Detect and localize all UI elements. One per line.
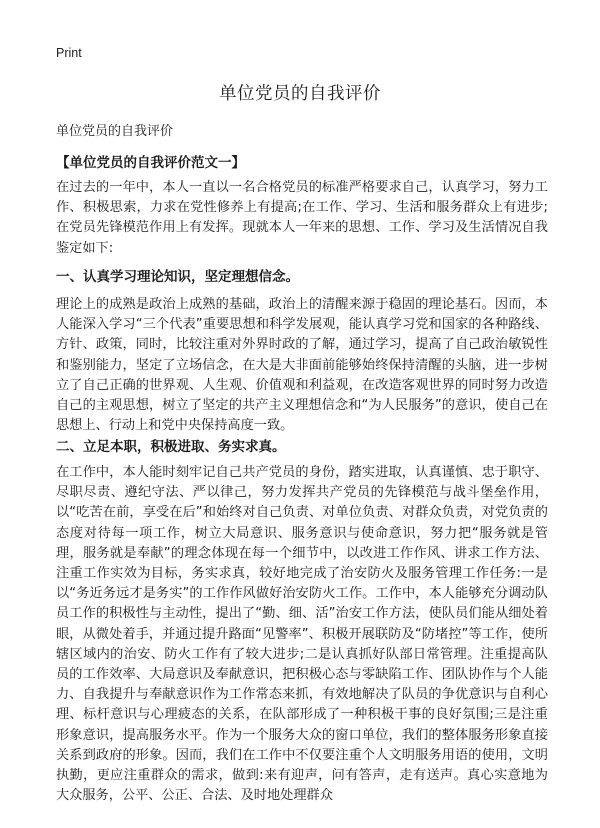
work-paragraph: 在工作中，本人能时刻牢记自己共产党员的身份，踏实进取，认真谨慎、忠于职守、尽职尽责、遵纪守法、严以律己，努力发挥共产党员的先锋模范与战斗堡垒作用，以“吃苦在前，享受在后”和始终对自己负责、对单位负责、对群众负责，对党负责的态度对待每一项工作，树立大局意识、服务意识与使命意识，努力把“服务就是管理，服务就是奉献”的理念体现在每一个细节中，以改进工作作风、讲求工作方法、注重工作实效为目标，务实求真，较好地完成了治安防火及服务管理工作任务:一是以“务近务远才是务实”的工作作风做好治安防火工作。工作中，本人能够充分调动队员工作的积极性与主动性，提出了“勤、细、活”治安工作方法，使队员们能从细处着眼，从微处着手，并通过提升路面“见警率”、积极开展联防及“防堵控”等工作，使所辖区域内的治安、防火工作有了较大进步;二是认真抓好队部日常管理。注重提高队员的工作效率、大局意识及奉献意识，把积极心态与零缺陷工作、团队协作与个人能力、自我提升与奉献意识作为工作常态来抓，有效地解决了队员的争优意识与自利心理、标杆意识与心理疲态的关系，在队部形成了一种积极干事的良好氛围;三是注重形象意识，提高服务水平。作为一个服务大众的窗口单位，我们的整体服务形象直接关系到政府的形象。因而，我们在工作中不仅要注重个人文明服务用语的使用，文明执勤，更应注重群众的需求，做到:来有迎声，问有答声，走有送声。真心实意地为大众服务，公平、公正、合法、及时地处理群众 (56, 465, 548, 804)
section-heading-work: 二、立足本职，积极进取、务实求真。 (56, 439, 286, 455)
document-subtitle: 单位党员的自我评价 (56, 124, 174, 139)
section-heading-theory: 一、认真学习理论知识，坚定理想信念。 (56, 269, 299, 285)
print-link[interactable]: Print (56, 46, 82, 60)
theory-paragraph: 理论上的成熟是政治上成熟的基础，政治上的清醒来源于稳固的理论基石。因而，本人能深入学习“三个代表”重要思想和科学发展观，能认真学习党和国家的各种路线、方针、政策，同时，比较注重对外界时政的了解，通过学习，提高了自己政治敏锐性和鉴别能力，坚定了立场信念，在大是大非面前能够始终保持清醒的头脑，进一步树立了自己正确的世界观、人生观、价值观和利益观，在改造客观世界的同时努力改造自己的主观思想，树立了坚定的共产主义理想信念和“为人民服务”的意识，使自己在思想上、行动上和党中央保持高度一致。 (56, 297, 548, 434)
sample-heading: 【单位党员的自我评价范文一】 (56, 155, 245, 171)
document-title: 单位党员的自我评价 (219, 84, 381, 104)
intro-paragraph: 在过去的一年中，本人一直以一名合格党员的标准严格要求自己，认真学习，努力工作、积极思索，力求在党性修养上有提高;在工作、学习、生活和服务群众上有进步;在党员先锋模范作用上有发挥。现就本人一年来的思想、工作、学习及生活情况自我鉴定如下: (56, 180, 548, 256)
